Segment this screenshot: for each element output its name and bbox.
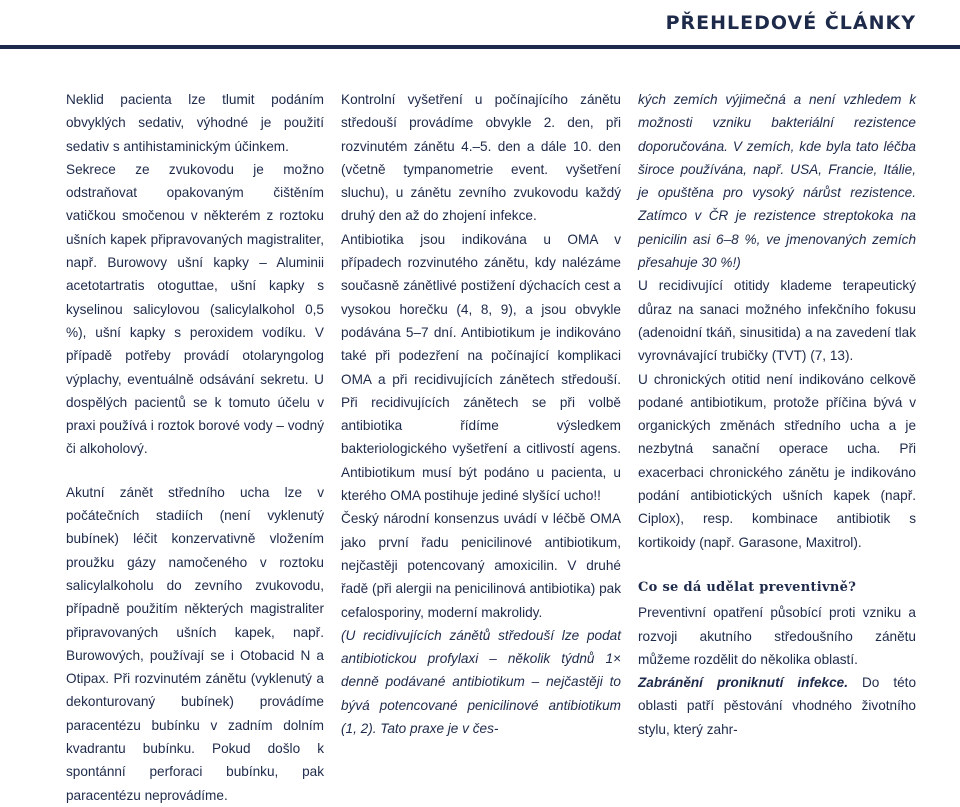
paragraph: Český národní konsenzus uvádí v léčbě OMA jako první řadu penicilinové antibiotikum, nejčastěji potencovaný amoxicilin. V druhé řadě (při alergii na penicilinová antibiotika) pak cefalosporiny, moderní makrolidy. xyxy=(341,511,621,620)
paragraph: (U recidivujících zánětů středouší lze podat antibiotickou profylaxi – několik týdnů 1× denně podávané antibiotikum – nejčastěji to bývá potencované penicilinové antibiotikum (1, 2). Tato praxe je v čes- xyxy=(341,627,621,737)
paragraph: U recidivující otitidy klademe terapeutický důraz na sanaci možného infekčního fokusu (adenoidní tkáň, sinusitida) a na zavedení tlak vyrovnávající trubičky (TVT) (7, 13). xyxy=(638,278,916,364)
paragraph: Antibiotika jsou indikována u OMA v případech rozvinutého zánětu, kdy nalézáme současně zánětlivé postižení dýchacích cest a vysokou horečku (4, 8, 9), a jsou obvykle podávána 5–7 dní. Antibiotikum je indikováno také při podezření na počínající komplikaci OMA a při recidivujících zánětech středouší. Při recidivujících zánětech se při volbě antibiotika řídíme výsledkem bakteriologického vyšetření a citlivostí agens. Antibiotikum musí být podáno u pacienta, u kterého OMA postihuje jediné slyšící ucho!! xyxy=(341,231,621,504)
paragraph xyxy=(638,671,916,741)
paragraph: Neklid pacienta lze tlumit podáním obvyklých sedativ, výhodné je použití sedativ s antihistaminickým účinkem. xyxy=(66,92,324,154)
column-1 xyxy=(66,88,324,807)
paragraph: Kontrolní vyšetření u počínajícího zánětu středouší provádíme obvykle 2. den, při rozvinutém zánětu 4.–5. den a dále 10. den (včetně tympanometrie event. vyšetření sluchu), u zánětu zevního zvukovodu každý druhý den až do zhojení infekce. xyxy=(341,92,621,224)
subheading: Co se dá udělat preventivně? xyxy=(638,579,857,595)
paragraph: Preventivní opatření působící proti vzniku a rozvoji akutního středoušního zánětu můžeme rozdělit do několika oblastí. xyxy=(638,605,916,667)
paragraph: kých zemích výjimečná a není vzhledem k možnosti vzniku bakteriální rezistence doporučována. V zemích, kde byla tato léčba široce používána, např. USA, Francie, Itálie, je opuštěna pro vysoký nárůst rezistence. Zatímco v ČR je rezistence streptokoka na penicilin asi 6–8 %, ve jmenovaných zemích přesahuje 30 %!) xyxy=(638,92,916,271)
paragraph: Akutní zánět středního ucha lze v počátečních stadiích (není vyklenutý bubínek) léčit konzervativně vložením proužku gázy namočeného v roztoku salicylalkoholu do zevního zvukovodu, případně použitím některých magistraliter připravovaných ušních kapek, např. Burowových, používají se i Otobacid N a Otipax. Při rozvinutém zánětu (vyklenutý a dekonturovaný bubínek) provádíme paracentézu bubínku v zadním dolním kvadrantu bubínku. Pokud došlo k spontánní perforaci bubínku, pak paracentézu neprovádíme. xyxy=(66,484,324,803)
header-divider xyxy=(0,45,960,49)
paragraph-text: Do této oblasti patří pěstování vhodného životního stylu, který zahr- xyxy=(638,675,917,737)
paragraph-lead: Zabránění proniknutí infekce. xyxy=(638,675,848,691)
paragraph: Sekrece ze zvukovodu je možno odstraňovat opakovaným čištěním vatičkou smočenou v některém z roztoku ušních kapek připravovaných magistraliter, např. Burowovy ušní kapky – Aluminii acetotartratis otoguttae, ušní kapky s kyselinou salicylovou (salicylalkohol 0,5 %), ušní kapky s peroxidem vodíku. V případě potřeby provádí otolaryngolog výplachy, eventuálně odsávání sekretu. U dospělých pacientů se k tomuto účelu v praxi používá i roztok borové vody – vodný či alkoholový. xyxy=(66,161,324,457)
column-2 xyxy=(341,88,621,740)
paragraph: U chronických otitid není indikováno celkově podané antibiotikum, protože příčina bývá v organických změnách středního ucha a je nezbytná sanační operace ucha. Při exacerbaci chronického zánětu je indikováno podání antibiotických ušních kapek (např. Ciplox), resp. kombinace antibiotik s kortikoidy (např. Garasone, Maxitrol). xyxy=(638,371,916,550)
column-3 xyxy=(638,88,916,741)
section-title: PŘEHLEDOVÉ ČLÁNKY xyxy=(665,12,916,34)
